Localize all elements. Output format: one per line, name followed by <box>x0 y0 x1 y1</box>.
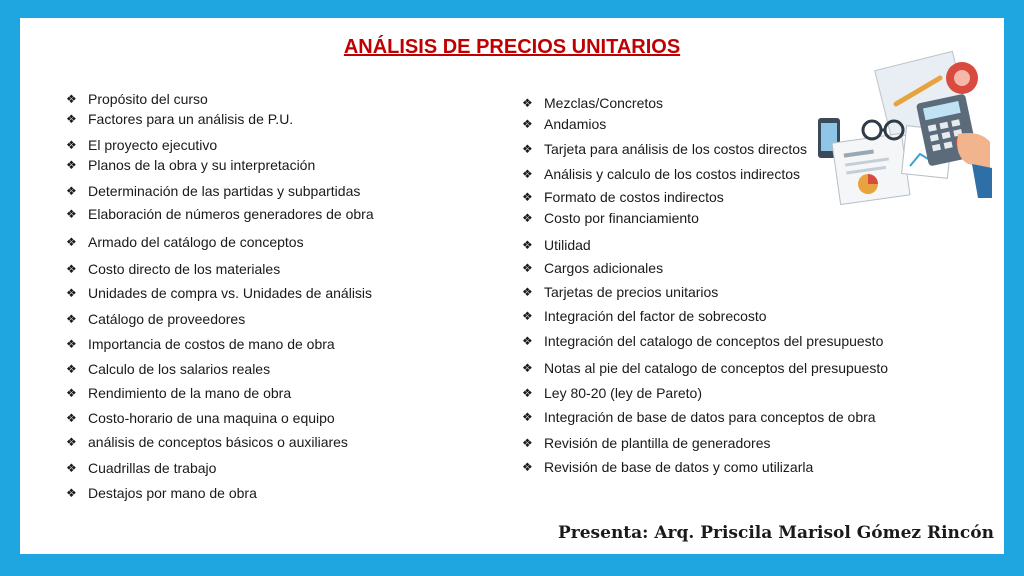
bullet-diamond-icon: ❖ <box>66 386 77 400</box>
list-item-label: Destajos por mano de obra <box>88 485 257 501</box>
list-item-label: Integración del catalogo de conceptos del presupuesto <box>544 333 884 349</box>
bullet-diamond-icon: ❖ <box>66 207 77 221</box>
list-item-label: Cargos adicionales <box>544 260 664 276</box>
list-item <box>66 410 335 426</box>
bullet-diamond-icon: ❖ <box>522 410 533 424</box>
list-item-label: Tarjeta para análisis de los costos directos <box>544 141 808 157</box>
list-item-label: Costo por financiamiento <box>544 210 699 226</box>
list-item <box>66 311 245 327</box>
bullet-diamond-icon: ❖ <box>66 411 77 425</box>
list-item <box>66 336 335 352</box>
bullet-diamond-icon: ❖ <box>522 211 533 225</box>
presenter-credit: Presenta: Arq. Priscila Marisol Gómez Rincón <box>558 523 994 543</box>
bullet-diamond-icon: ❖ <box>66 235 77 249</box>
bullet-diamond-icon: ❖ <box>66 461 77 475</box>
list-item <box>522 333 883 349</box>
list-item-label: Análisis y calculo de los costos indirectos <box>544 166 801 182</box>
list-item <box>522 284 718 300</box>
list-item <box>66 485 257 501</box>
list-item <box>66 261 280 277</box>
list-item <box>522 237 591 253</box>
list-item <box>522 435 770 451</box>
finance-documents-calculator-icon <box>812 38 992 218</box>
list-item-label: Integración del factor de sobrecosto <box>544 308 767 324</box>
list-item-label: El proyecto ejecutivo <box>88 137 218 153</box>
list-item <box>522 260 663 276</box>
bullet-diamond-icon: ❖ <box>66 337 77 351</box>
list-item <box>66 206 374 222</box>
list-item <box>522 141 807 157</box>
slide <box>20 18 1004 554</box>
list-item-label: Ley 80-20 (ley de Pareto) <box>544 385 702 401</box>
list-item-label: Costo-horario de una maquina o equipo <box>88 410 335 426</box>
bullet-diamond-icon: ❖ <box>522 238 533 252</box>
list-item-label: Andamios <box>544 116 607 132</box>
list-item <box>66 460 216 476</box>
bullet-diamond-icon: ❖ <box>66 435 77 449</box>
list-item-label: Catálogo de proveedores <box>88 311 246 327</box>
slide-title: ANÁLISIS DE PRECIOS UNITARIOS <box>343 36 681 58</box>
list-item <box>522 189 724 205</box>
list-item-label: Calculo de los salarios reales <box>88 361 271 377</box>
list-item <box>522 409 876 425</box>
bullet-diamond-icon: ❖ <box>66 312 77 326</box>
list-item-label: Utilidad <box>544 237 591 253</box>
bullet-diamond-icon: ❖ <box>522 436 533 450</box>
list-item <box>66 157 315 173</box>
bullet-diamond-icon: ❖ <box>522 334 533 348</box>
list-item-label: Planos de la obra y su interpretación <box>88 157 316 173</box>
bullet-diamond-icon: ❖ <box>522 285 533 299</box>
list-item <box>522 385 702 401</box>
list-item-label: Unidades de compra vs. Unidades de análisis <box>88 285 373 301</box>
list-item-label: análisis de conceptos básicos o auxiliares <box>88 434 348 450</box>
bullet-diamond-icon: ❖ <box>66 184 77 198</box>
list-item-label: Importancia de costos de mano de obra <box>88 336 335 352</box>
list-item <box>66 91 208 107</box>
list-item <box>66 137 217 153</box>
list-item-label: Formato de costos indirectos <box>544 189 724 205</box>
bullet-diamond-icon: ❖ <box>522 309 533 323</box>
list-item <box>66 234 304 250</box>
list-item <box>66 434 348 450</box>
bullet-diamond-icon: ❖ <box>66 262 77 276</box>
list-item <box>66 385 291 401</box>
bullet-diamond-icon: ❖ <box>522 167 533 181</box>
bullet-diamond-icon: ❖ <box>522 117 533 131</box>
bullet-diamond-icon: ❖ <box>66 286 77 300</box>
list-item <box>66 285 372 301</box>
bullet-diamond-icon: ❖ <box>66 362 77 376</box>
bullet-diamond-icon: ❖ <box>522 142 533 156</box>
list-item-label: Determinación de las partidas y subpartidas <box>88 183 361 199</box>
bullet-diamond-icon: ❖ <box>66 112 77 126</box>
list-item-label: Costo directo de los materiales <box>88 261 281 277</box>
list-item <box>522 116 606 132</box>
list-item <box>522 459 813 475</box>
bullet-diamond-icon: ❖ <box>66 92 77 106</box>
list-item-label: Rendimiento de la mano de obra <box>88 385 292 401</box>
list-item-label: Mezclas/Concretos <box>544 95 664 111</box>
bullet-diamond-icon: ❖ <box>522 261 533 275</box>
list-item <box>522 210 699 226</box>
bullet-diamond-icon: ❖ <box>522 386 533 400</box>
list-item-label: Integración de base de datos para conceptos de obra <box>544 409 876 425</box>
list-item-label: Factores para un análisis de P.U. <box>88 111 294 127</box>
list-item-label: Armado del catálogo de conceptos <box>88 234 304 250</box>
list-item-label: Tarjetas de precios unitarios <box>544 284 719 300</box>
list-item <box>522 95 663 111</box>
list-item-label: Propósito del curso <box>88 91 208 107</box>
list-item <box>522 308 767 324</box>
list-item-label: Cuadrillas de trabajo <box>88 460 217 476</box>
list-item <box>66 111 293 127</box>
bullet-diamond-icon: ❖ <box>522 460 533 474</box>
bullet-diamond-icon: ❖ <box>66 138 77 152</box>
bullet-diamond-icon: ❖ <box>522 190 533 204</box>
bullet-diamond-icon: ❖ <box>66 486 77 500</box>
list-item <box>522 360 888 376</box>
list-item-label: Revisión de base de datos y como utilizarla <box>544 459 814 475</box>
bullet-diamond-icon: ❖ <box>66 158 77 172</box>
list-item <box>522 166 800 182</box>
list-item-label: Elaboración de números generadores de obra <box>88 206 374 222</box>
list-item-label: Notas al pie del catalogo de conceptos del presupuesto <box>544 360 889 376</box>
list-item <box>66 361 270 377</box>
bullet-diamond-icon: ❖ <box>522 361 533 375</box>
list-item-label: Revisión de plantilla de generadores <box>544 435 771 451</box>
bullet-diamond-icon: ❖ <box>522 96 533 110</box>
list-item <box>66 183 360 199</box>
